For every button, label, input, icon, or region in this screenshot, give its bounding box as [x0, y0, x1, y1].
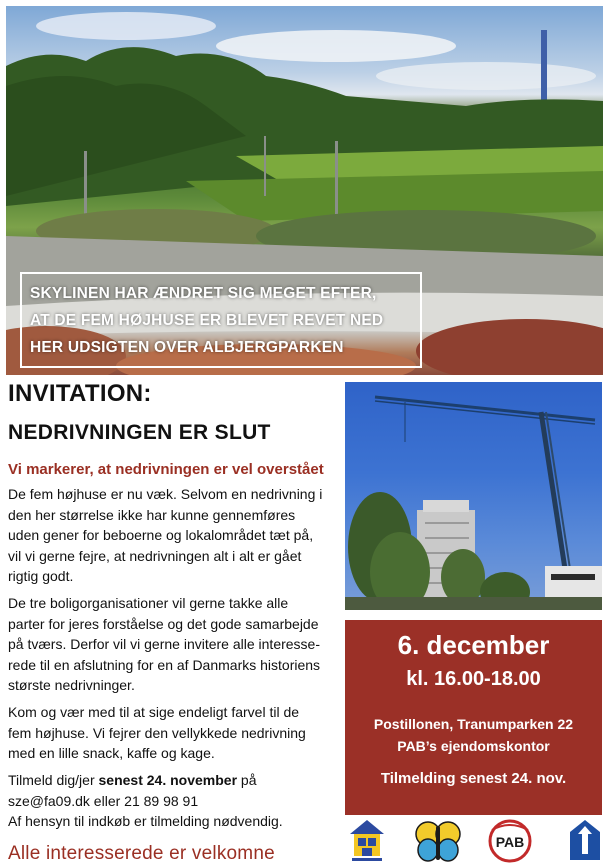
hero-caption-line: SKYLINEN HAR ÆNDRET SIG MEGET EFTER, — [30, 285, 377, 302]
signup-contact[interactable]: sze@fa09.dk eller 21 89 98 91 — [8, 792, 199, 809]
text-line: den her størrelse ikke har kunne gennemføres — [8, 506, 296, 523]
text-line: parter for jeres forståelse og det gode samarbejde — [8, 615, 319, 632]
text-line: med en lille snack, kaffe og kage. — [8, 745, 215, 762]
text-line: rede til en afslutning for en af Danmarks historiens — [8, 656, 321, 673]
text-line: fem højhuse. Vi fejrer den vellykkede nedrivning — [8, 724, 306, 741]
logo-housing-org-1 — [348, 818, 386, 864]
event-registration: Tilmelding senest 24. nov. — [380, 770, 567, 787]
signup-note: Af hensyn til indkøb er tilmelding nødvendig. — [8, 813, 283, 830]
paragraph-intro — [8, 484, 344, 587]
signup-line — [8, 770, 344, 791]
text-line: De fem højhuse er nu væk. Selvom en nedrivning i — [8, 486, 323, 502]
logo-pab — [484, 818, 536, 864]
arrow-house-logo-icon — [568, 818, 602, 864]
signup-prefix: Tilmeld dig/jer — [8, 772, 99, 788]
text-line: rigtig godt. — [8, 568, 74, 585]
paragraph-farewell — [8, 702, 344, 764]
signup-suffix: på — [237, 772, 257, 788]
text-line: Kom og vær med til at sige endeligt farvel til de — [8, 704, 300, 720]
section-subheading: Vi markerer, at nedrivningen er vel overstået — [8, 461, 324, 478]
logo-housing-org-4 — [568, 818, 602, 864]
event-time: kl. 16.00-18.00 — [406, 668, 541, 690]
page-title: INVITATION: — [8, 380, 152, 407]
paragraph-signup — [8, 770, 344, 832]
crane-photo — [345, 382, 602, 610]
paragraph-thanks — [8, 593, 344, 696]
welcome-text: Alle interesserede er velkomne — [8, 843, 275, 864]
text-line: vil vi gerne fejre, at nedrivningen alt i alt er gået — [8, 547, 302, 564]
house-logo-icon — [348, 818, 386, 864]
signup-deadline: senest 24. november — [98, 772, 238, 788]
text-line: største nedrivninger. — [8, 677, 135, 694]
crane-illustration — [345, 382, 602, 610]
event-info-box — [345, 620, 602, 815]
text-line: De tre boligorganisationer vil gerne takke alle — [8, 595, 289, 611]
text-line: på tværs. Derfor vil vi gerne invitere alle interesse- — [8, 636, 321, 653]
hero-caption-box — [20, 272, 422, 368]
hero-caption-line: HER UDSIGTEN OVER ALBJERGPARKEN — [30, 339, 344, 356]
event-location: Postillonen, Tranumparken 22 — [373, 716, 574, 732]
butterfly-logo-icon — [413, 818, 463, 864]
pab-logo-text: PAB — [495, 834, 525, 850]
event-location-detail: PAB’s ejendomskontor — [397, 738, 550, 754]
text-line: uden gener for beboerne og lokalområdet tæt på, — [8, 527, 314, 544]
event-date: 6. december — [397, 630, 550, 660]
logo-housing-org-2 — [413, 818, 463, 864]
page-subtitle: NEDRIVNINGEN ER SLUT — [8, 421, 271, 444]
hero-photo — [6, 6, 603, 375]
hero-caption-line: AT DE FEM HØJHUSE ER BLEVET REVET NED — [30, 312, 384, 329]
